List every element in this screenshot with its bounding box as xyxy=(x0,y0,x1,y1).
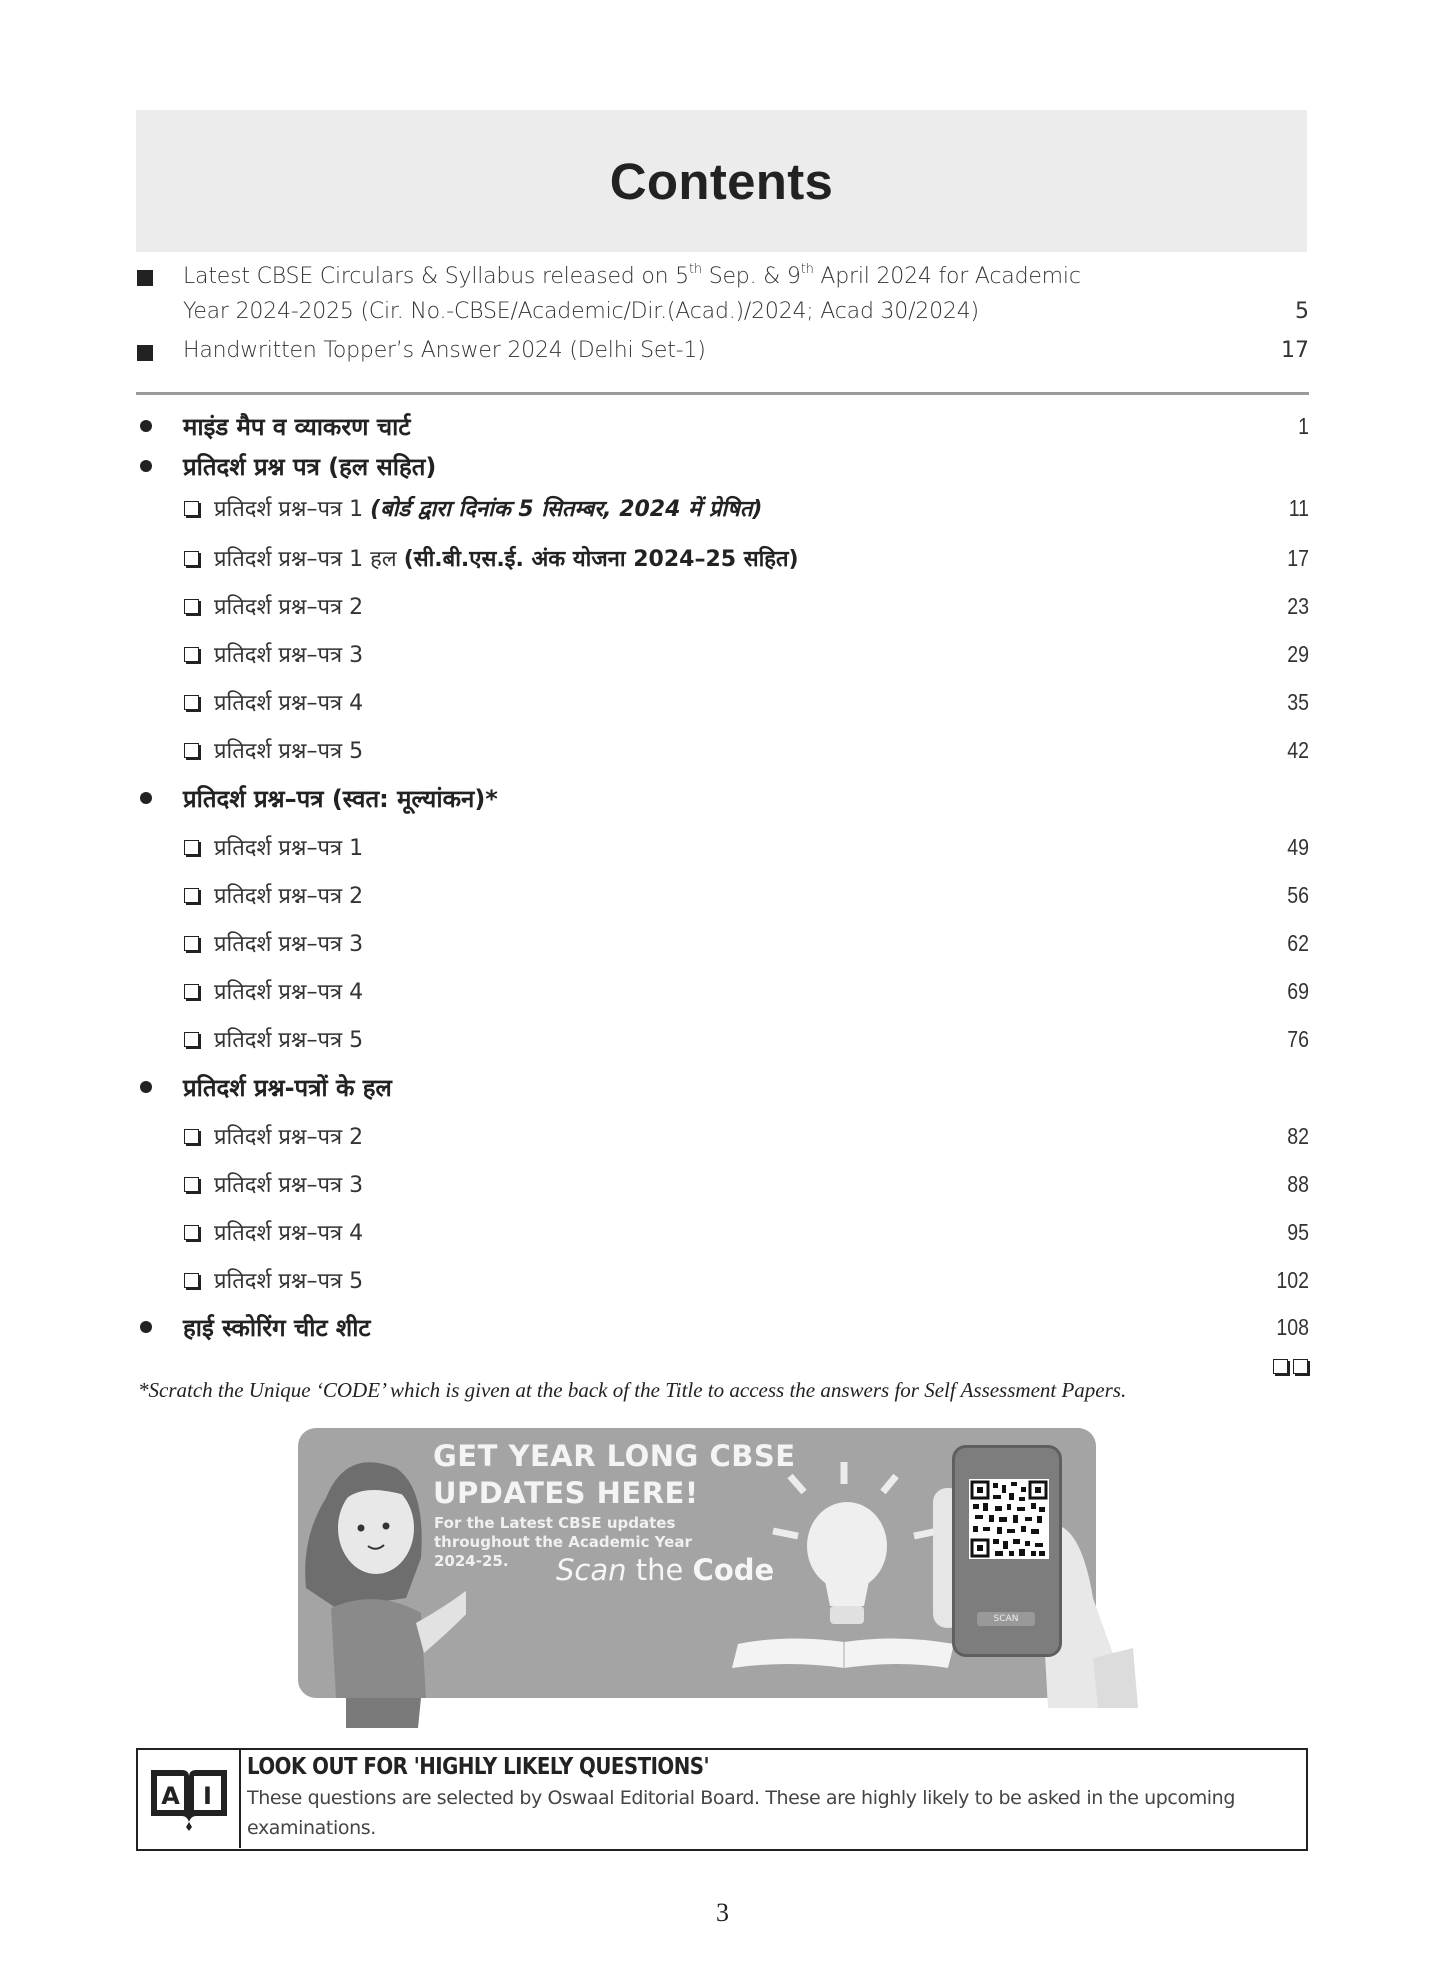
toc-item-label: प्रतिदर्श प्रश्न–पत्र 1 xyxy=(214,836,364,861)
toc-item-label: प्रतिदर्श प्रश्न–पत्र 2 xyxy=(214,1125,364,1150)
toc-item-toppers-answer[interactable]: Handwritten Topper’s Answer 2024 (Delhi Set-1) xyxy=(183,338,706,363)
checkbox-bullet-icon xyxy=(184,1273,199,1288)
qr-code-icon[interactable] xyxy=(969,1479,1049,1559)
section-divider xyxy=(136,392,1309,395)
toc-item[interactable] xyxy=(184,879,1309,911)
square-bullet-icon xyxy=(137,270,153,286)
headline-line: UPDATES HERE! xyxy=(433,1476,699,1510)
checkbox-bullet-icon xyxy=(184,695,199,710)
toc-item-label: प्रतिदर्श प्रश्न–पत्र 2 xyxy=(214,884,364,909)
page-title: Contents xyxy=(609,153,834,210)
toc-item-text: April 2024 for Academic xyxy=(813,264,1081,289)
toc-item[interactable] xyxy=(184,492,1309,524)
page-number-circulars: 5 xyxy=(1295,299,1309,324)
toc-section-sample-papers-solved[interactable] xyxy=(140,450,1309,482)
superscript: th xyxy=(800,262,814,277)
page-number-toppers-answer: 17 xyxy=(1281,338,1309,363)
contents-header-box xyxy=(136,110,1307,252)
toc-page-number: 62 xyxy=(1287,929,1309,956)
toc-item-label: प्रतिदर्श प्रश्न–पत्र 4 xyxy=(214,980,364,1005)
toc-page-number: 42 xyxy=(1287,736,1309,763)
toc-item[interactable] xyxy=(184,686,1309,718)
toc-item-text: Sep. & 9 xyxy=(701,264,801,289)
toc-page-number: 88 xyxy=(1287,1170,1309,1197)
toc-item-label: प्रतिदर्श प्रश्न–पत्र 3 xyxy=(214,1173,364,1198)
toc-item[interactable] xyxy=(184,831,1309,863)
footnote: *Scratch the Unique ‘CODE’ which is given at the back of the Title to access the answers for Self Assessment Papers. xyxy=(138,1378,1127,1402)
toc-item-label: प्रतिदर्श प्रश्न–पत्र 1 xyxy=(214,497,371,522)
toc-item[interactable] xyxy=(184,734,1309,766)
circle-bullet-icon xyxy=(140,460,152,472)
toc-item[interactable] xyxy=(184,542,1309,574)
toc-item-text: Latest CBSE Circulars & Syllabus released on 5 xyxy=(183,264,689,289)
code-word: Code xyxy=(692,1553,775,1587)
checkbox-bullet-icon xyxy=(184,888,199,903)
checkbox-bullet-icon xyxy=(184,1225,199,1240)
toc-item-circulars-line2: Year 2024-2025 (Cir. No.-CBSE/Academic/Dir.(Acad.)/2024; Acad 30/2024) xyxy=(183,299,979,324)
toc-section-title: प्रतिदर्श प्रश्न-पत्रों के हल xyxy=(183,1073,392,1102)
open-book-ai-icon xyxy=(148,1764,230,1832)
square-icon xyxy=(1293,1359,1308,1374)
square-icon xyxy=(1273,1359,1288,1374)
toc-item[interactable] xyxy=(184,927,1309,959)
checkbox-bullet-icon xyxy=(184,840,199,855)
toc-item[interactable] xyxy=(184,638,1309,670)
svg-text:A: A xyxy=(161,1782,180,1810)
toc-page-number: 11 xyxy=(1288,494,1309,521)
info-box-text: These questions are selected by Oswaal Editorial Board. These are highly likely to be asked in the upcoming examinations. xyxy=(247,1787,1235,1839)
toc-page-number: 102 xyxy=(1276,1266,1309,1293)
highly-likely-questions-box xyxy=(136,1748,1308,1851)
toc-page-number: 76 xyxy=(1287,1025,1309,1052)
subtext-line: 2024-25. xyxy=(434,1552,509,1570)
toc-section-title: प्रतिदर्श प्रश्न पत्र (हल सहित) xyxy=(183,452,437,481)
checkbox-bullet-icon xyxy=(184,501,199,516)
cbse-updates-banner[interactable] xyxy=(298,1428,1096,1698)
toc-item-label: प्रतिदर्श प्रश्न–पत्र 3 xyxy=(214,643,364,668)
toc-item-label: प्रतिदर्श प्रश्न–पत्र 1 हल xyxy=(214,547,404,572)
circle-bullet-icon xyxy=(140,1321,152,1333)
toc-item[interactable] xyxy=(184,1168,1309,1200)
circle-bullet-icon xyxy=(140,792,152,804)
subtext-line: For the Latest CBSE updates xyxy=(434,1514,676,1532)
checkbox-bullet-icon xyxy=(184,599,199,614)
phone-illustration xyxy=(952,1445,1062,1657)
toc-item-label: प्रतिदर्श प्रश्न–पत्र 5 xyxy=(214,1028,364,1053)
circle-bullet-icon xyxy=(140,420,152,432)
toc-page-number: 1 xyxy=(1298,412,1309,439)
toc-section-self-assessment[interactable] xyxy=(140,782,1309,814)
toc-item-note: (बोर्ड द्वारा दिनांक 5 सितम्बर, 2024 में प्रेषित) xyxy=(370,497,763,522)
toc-section-title: माइंड मैप व व्याकरण चार्ट xyxy=(183,412,411,441)
checkbox-bullet-icon xyxy=(184,1177,199,1192)
the-word: the xyxy=(626,1553,693,1587)
toc-page-number: 108 xyxy=(1276,1313,1309,1340)
checkbox-bullet-icon xyxy=(184,647,199,662)
toc-item-label: प्रतिदर्श प्रश्न–पत्र 2 xyxy=(214,595,364,620)
toc-page-number: 29 xyxy=(1287,640,1309,667)
toc-item[interactable] xyxy=(184,975,1309,1007)
page-number: 3 xyxy=(716,1898,729,1927)
toc-item-note: (सी.बी.एस.ई. अंक योजना 2024–25 सहित) xyxy=(403,547,799,572)
toc-page-number: 49 xyxy=(1287,833,1309,860)
toc-item-label: प्रतिदर्श प्रश्न–पत्र 5 xyxy=(214,739,364,764)
toc-item-label: प्रतिदर्श प्रश्न–पत्र 5 xyxy=(214,1269,364,1294)
toc-item-label: प्रतिदर्श प्रश्न–पत्र 3 xyxy=(214,932,364,957)
superscript: th xyxy=(688,262,702,277)
toc-page-number: 82 xyxy=(1287,1122,1309,1149)
toc-item[interactable] xyxy=(184,590,1309,622)
toc-item-label: प्रतिदर्श प्रश्न–पत्र 4 xyxy=(214,691,364,716)
checkbox-bullet-icon xyxy=(184,984,199,999)
toc-section-cheat-sheet[interactable] xyxy=(140,1311,1309,1343)
toc-page-number: 95 xyxy=(1287,1218,1309,1245)
toc-item-label: प्रतिदर्श प्रश्न–पत्र 4 xyxy=(214,1221,364,1246)
toc-page-number: 17 xyxy=(1287,544,1309,571)
toc-page-number: 35 xyxy=(1287,688,1309,715)
subtext-line: throughout the Academic Year xyxy=(434,1533,692,1551)
info-box-title: LOOK OUT FOR 'HIGHLY LIKELY QUESTIONS' xyxy=(247,1754,710,1780)
toc-section-title: प्रतिदर्श प्रश्न–पत्र (स्वत: मूल्यांकन)* xyxy=(183,784,498,813)
toc-item-circulars[interactable] xyxy=(183,264,1081,289)
checkbox-bullet-icon xyxy=(184,936,199,951)
end-marker-icon xyxy=(1273,1359,1308,1374)
checkbox-bullet-icon xyxy=(184,551,199,566)
toc-item[interactable] xyxy=(184,1264,1309,1296)
lightbulb-icon xyxy=(728,1456,968,1676)
toc-page-number: 56 xyxy=(1287,881,1309,908)
checkbox-bullet-icon xyxy=(184,1032,199,1047)
headline-line: GET YEAR LONG CBSE xyxy=(433,1439,796,1473)
toc-page-number: 69 xyxy=(1287,977,1309,1004)
square-bullet-icon xyxy=(137,345,153,361)
checkbox-bullet-icon xyxy=(184,743,199,758)
toc-section-mind-map[interactable] xyxy=(140,410,1309,442)
toc-section-title: हाई स्कोरिंग चीट शीट xyxy=(183,1313,371,1342)
toc-page-number: 23 xyxy=(1287,592,1309,619)
scan-button[interactable]: SCAN xyxy=(977,1612,1035,1626)
checkbox-bullet-icon xyxy=(184,1129,199,1144)
toc-item[interactable] xyxy=(184,1023,1309,1055)
toc-item[interactable] xyxy=(184,1216,1309,1248)
toc-item[interactable] xyxy=(184,1120,1309,1152)
toc-section-solutions[interactable] xyxy=(140,1071,1309,1103)
svg-text:I: I xyxy=(203,1782,212,1810)
circle-bullet-icon xyxy=(140,1081,152,1093)
scan-word: Scan xyxy=(556,1553,627,1587)
info-icon-cell xyxy=(138,1750,241,1848)
